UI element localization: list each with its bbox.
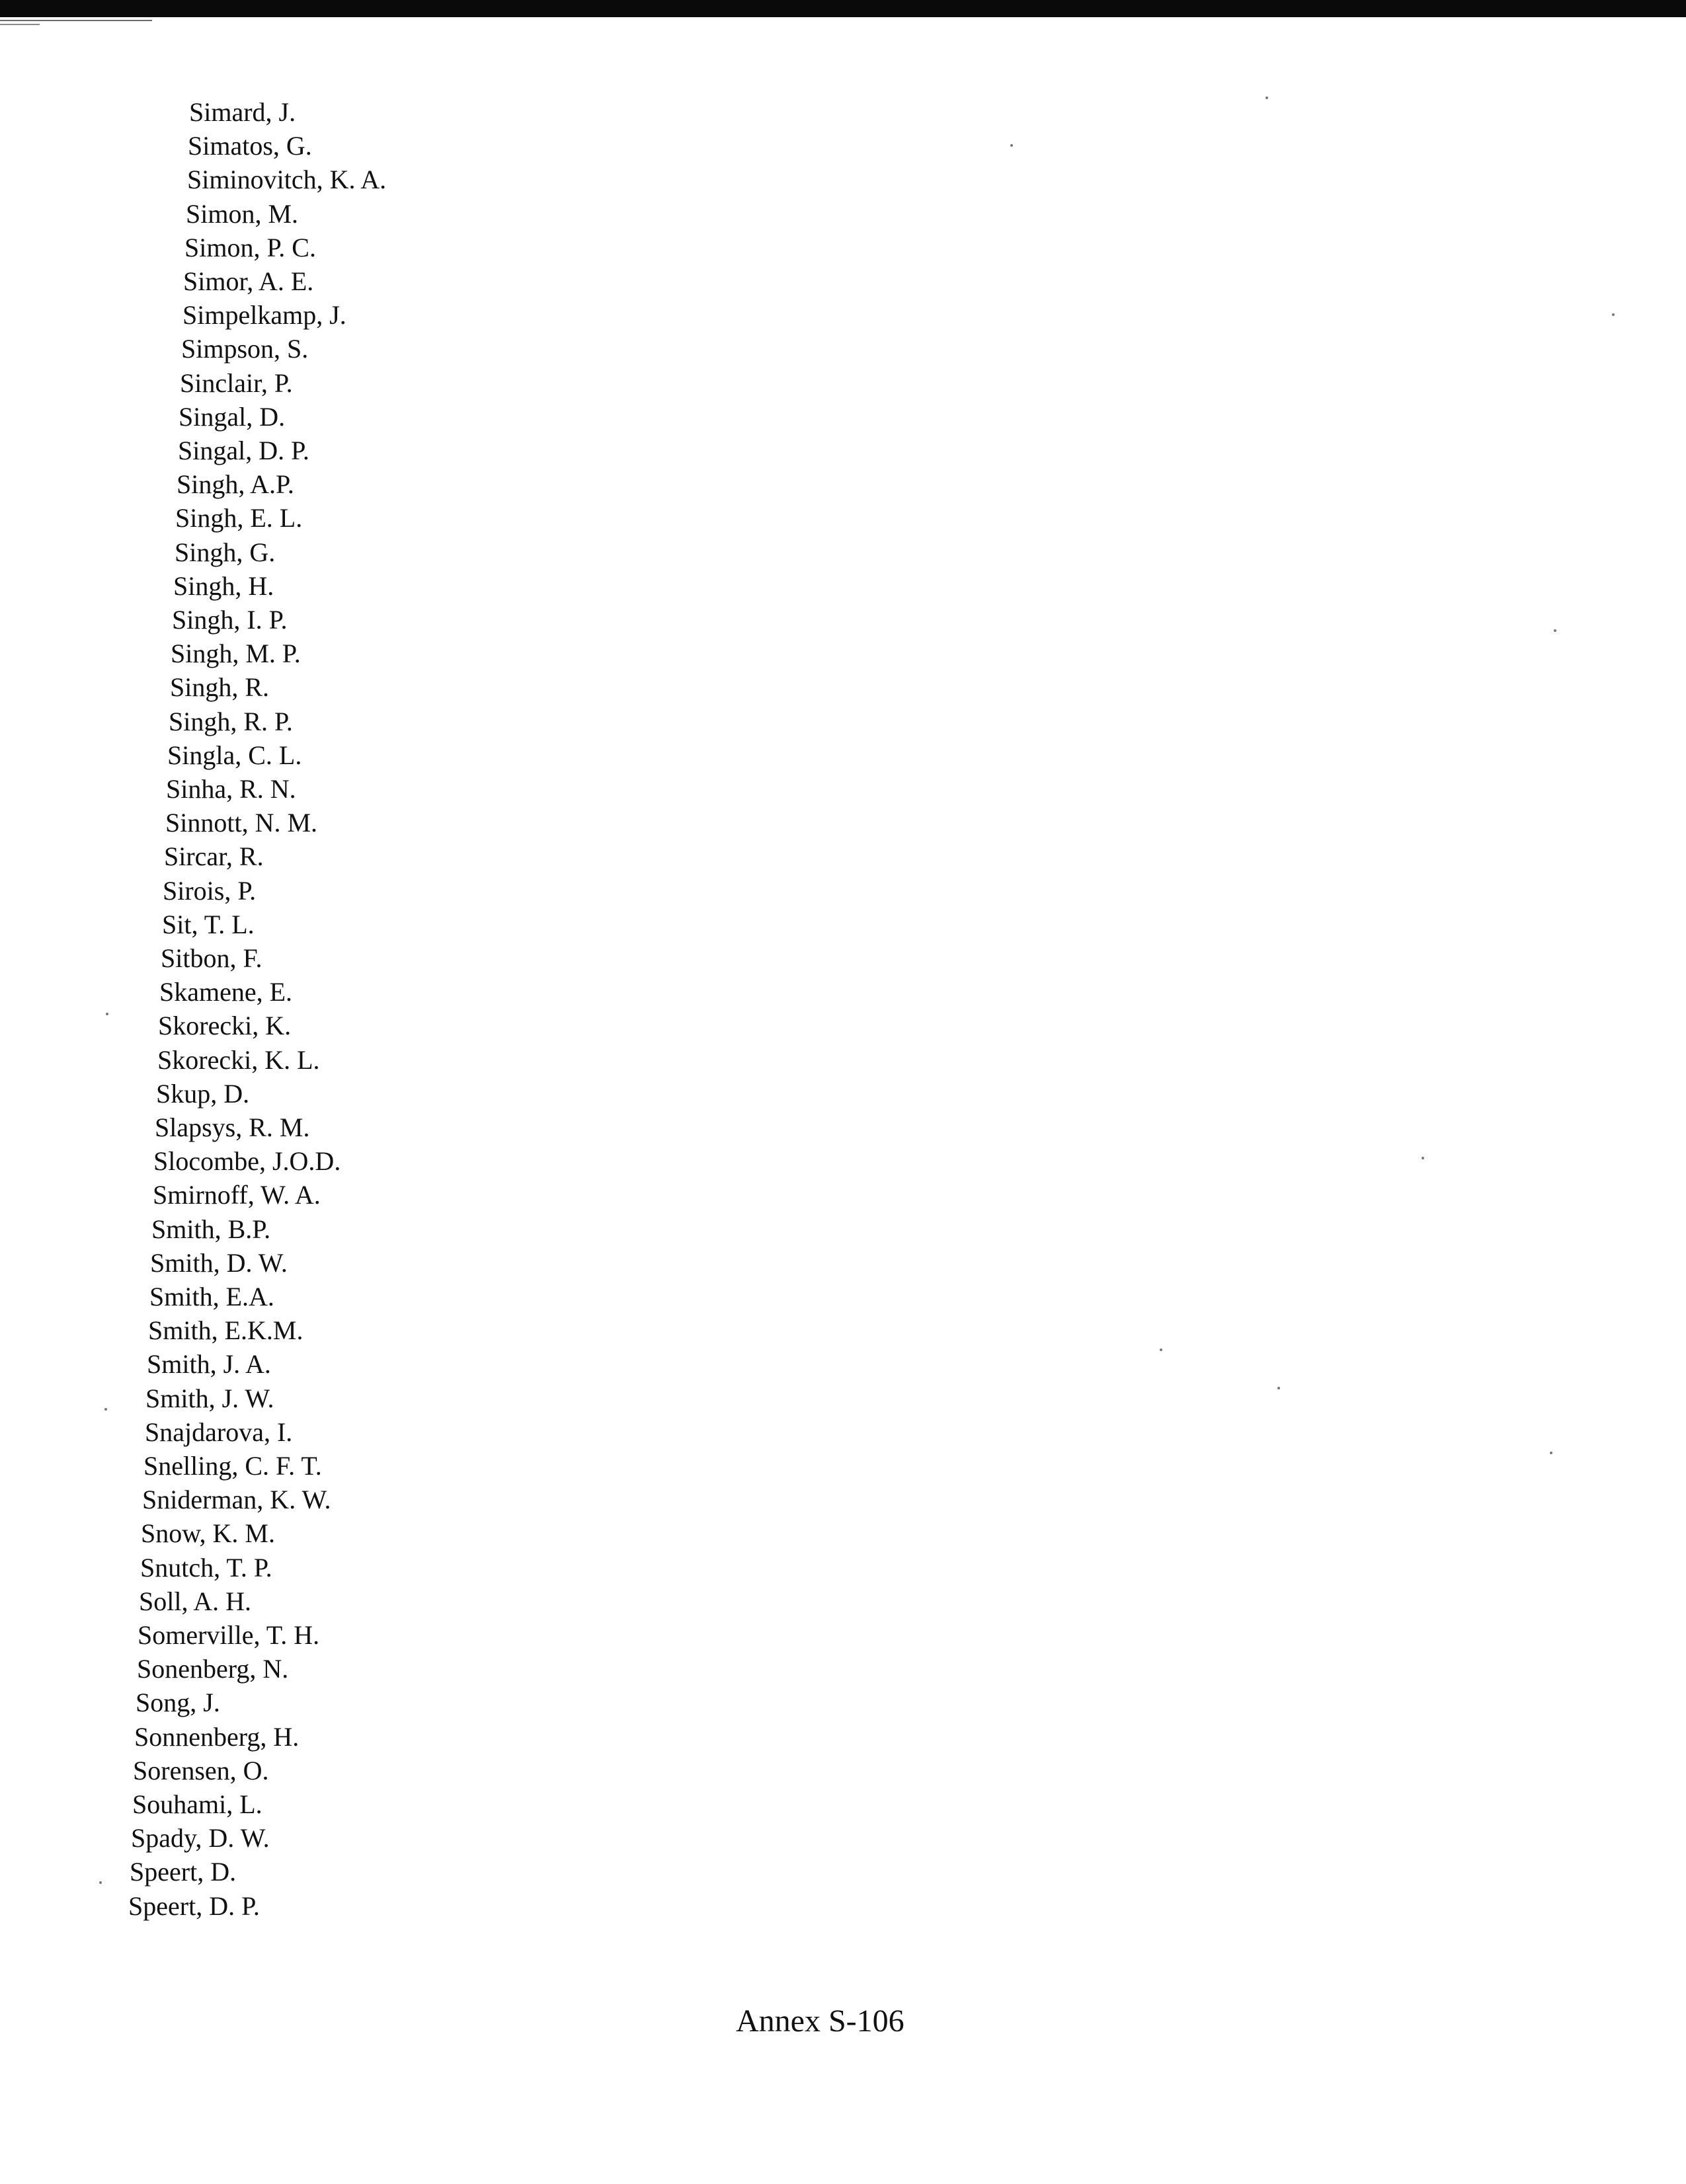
scan-top-border [0,0,1686,17]
name-entry: Souhami, L. [132,1789,262,1819]
scan-corner-mark-secondary [0,24,40,25]
scan-speck [1612,313,1615,316]
name-entry: Snow, K. M. [141,1518,275,1548]
name-entry: Singla, C. L. [167,740,302,770]
name-entry: Singh, I. P. [172,605,288,635]
scan-speck [99,1881,102,1884]
name-entry: Sonenberg, N. [137,1654,289,1684]
scan-speck [1422,1157,1424,1159]
scan-speck [1550,1452,1552,1454]
name-entry: Singh, A.P. [177,469,294,499]
name-entry: Simon, P. C. [184,233,316,262]
name-entry: Siminovitch, K. A. [187,165,387,194]
name-entry: Singh, R. P. [169,707,293,736]
name-entry: Sniderman, K. W. [142,1485,331,1514]
scan-speck [1160,1348,1162,1351]
name-entry: Singal, D. P. [178,436,309,465]
name-entry: Soll, A. H. [139,1586,252,1616]
scan-speck [1010,144,1013,147]
name-entry: Sitbon, F. [161,943,262,973]
name-entry: Speert, D. [130,1857,237,1887]
scan-speck [1265,97,1268,99]
name-entry: Singh, R. [170,672,270,702]
name-entry: Smith, E.A. [149,1282,274,1311]
name-entry: Skamene, E. [159,977,293,1007]
name-entry: Snutch, T. P. [140,1553,272,1582]
name-entry: Sorensen, O. [133,1756,269,1785]
name-entry: Sinha, R. N. [166,774,296,804]
name-entry: Song, J. [136,1688,220,1717]
name-entry: Simpelkamp, J. [182,300,346,330]
name-entry: Singh, G. [175,537,276,567]
name-entry: Smith, J. A. [147,1349,271,1379]
name-entry: Snelling, C. F. T. [143,1451,322,1481]
name-entry: Sinclair, P. [180,368,293,398]
name-entry: Spady, D. W. [131,1823,270,1853]
name-entry: Snajdarova, I. [145,1417,293,1447]
scan-speck [104,1408,107,1411]
name-entry: Somerville, T. H. [138,1620,320,1650]
name-entry: Smith, B.P. [151,1214,271,1244]
name-entry: Simard, J. [189,97,296,127]
name-entry: Skorecki, K. L. [157,1045,320,1075]
name-entry: Skorecki, K. [158,1011,292,1040]
name-entry: Sirois, P. [163,876,257,906]
name-entry: Singal, D. [179,402,286,432]
name-entry: Simpson, S. [181,334,309,364]
name-entry: Singh, E. L. [175,503,303,533]
name-entry: Slocombe, J.O.D. [153,1146,341,1176]
name-entry: Simon, M. [186,199,299,229]
name-entry: Smith, J. W. [145,1384,274,1413]
scan-speck [1554,629,1556,632]
name-entry: Sinnott, N. M. [165,808,318,838]
scan-speck [106,1013,108,1015]
name-entry: Simor, A. E. [183,266,314,296]
name-entry: Speert, D. P. [128,1891,260,1921]
name-entry: Skup, D. [156,1079,250,1109]
name-entry: Simatos, G. [188,131,312,161]
name-entry: Sit, T. L. [162,910,255,939]
name-entry: Singh, H. [173,571,274,601]
name-entry: Sonnenberg, H. [134,1722,300,1752]
name-entry: Slapsys, R. M. [155,1112,310,1142]
name-entry: Sircar, R. [164,841,264,871]
name-entry: Smith, E.K.M. [148,1315,303,1345]
name-entry: Smirnoff, W. A. [153,1180,321,1210]
name-entry: Singh, M. P. [171,639,301,668]
page-footer-label: Annex S-106 [736,2004,904,2039]
scan-corner-mark [0,20,152,21]
scan-speck [1277,1387,1280,1389]
name-entry: Smith, D. W. [150,1248,288,1278]
